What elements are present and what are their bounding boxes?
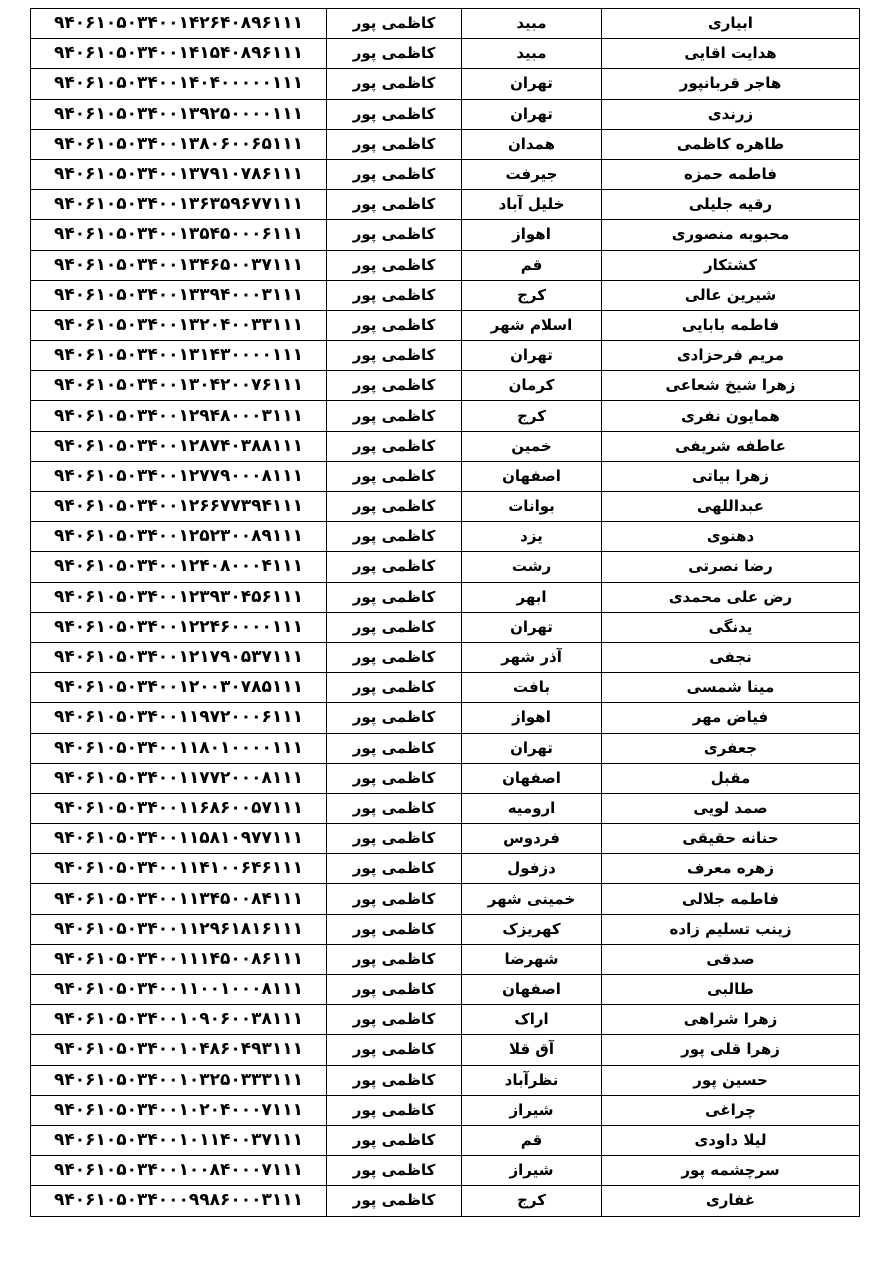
city-cell: خلیل آباد: [462, 190, 602, 220]
name-cell: هدایت اقایی: [602, 39, 860, 69]
table-row: [31, 220, 860, 250]
table-row: [31, 1125, 860, 1155]
code-cell: ۹۴۰۶۱۰۵۰۳۴۰۰۱۲۸۷۴۰۳۸۸۱۱۱: [31, 431, 327, 461]
name-cell: ابیاری: [602, 9, 860, 39]
branch-cell: کاظمی پور: [327, 582, 462, 612]
table-row: [31, 280, 860, 310]
branch-cell: کاظمی پور: [327, 1186, 462, 1216]
code-cell: ۹۴۰۶۱۰۵۰۳۴۰۰۱۰۱۱۴۰۰۳۷۱۱۱: [31, 1125, 327, 1155]
branch-cell: کاظمی پور: [327, 703, 462, 733]
code-cell: ۹۴۰۶۱۰۵۰۳۴۰۰۱۱۶۸۶۰۰۵۷۱۱۱: [31, 793, 327, 823]
city-cell: اهواز: [462, 220, 602, 250]
name-cell: جعفری: [602, 733, 860, 763]
branch-cell: کاظمی پور: [327, 1095, 462, 1125]
branch-cell: کاظمی پور: [327, 673, 462, 703]
city-cell: قم: [462, 1125, 602, 1155]
branch-cell: کاظمی پور: [327, 552, 462, 582]
table-row: [31, 703, 860, 733]
city-cell: همدان: [462, 129, 602, 159]
city-cell: بوانات: [462, 492, 602, 522]
table-row: [31, 763, 860, 793]
name-cell: زینب تسلیم زاده: [602, 914, 860, 944]
table-row: [31, 461, 860, 491]
branch-cell: کاظمی پور: [327, 39, 462, 69]
table-row: [31, 552, 860, 582]
name-cell: شیرین عالی: [602, 280, 860, 310]
name-cell: حنانه حقیقی: [602, 824, 860, 854]
city-cell: اراک: [462, 1005, 602, 1035]
city-cell: نظرآباد: [462, 1065, 602, 1095]
code-cell: ۹۴۰۶۱۰۵۰۳۴۰۰۱۱۰۰۱۰۰۰۸۱۱۱: [31, 975, 327, 1005]
code-cell: ۹۴۰۶۱۰۵۰۳۴۰۰۱۰۰۸۴۰۰۰۷۱۱۱: [31, 1156, 327, 1186]
name-cell: طالبی: [602, 975, 860, 1005]
city-cell: کهریزک: [462, 914, 602, 944]
code-cell: ۹۴۰۶۱۰۵۰۳۴۰۰۱۴۲۶۴۰۸۹۶۱۱۱: [31, 9, 327, 39]
name-cell: محبوبه منصوری: [602, 220, 860, 250]
branch-cell: کاظمی پور: [327, 431, 462, 461]
name-cell: فاطمه بابایی: [602, 310, 860, 340]
branch-cell: کاظمی پور: [327, 1125, 462, 1155]
name-cell: لیلا داودی: [602, 1125, 860, 1155]
city-cell: دزفول: [462, 854, 602, 884]
code-cell: ۹۴۰۶۱۰۵۰۳۴۰۰۱۱۳۴۵۰۰۸۴۱۱۱: [31, 884, 327, 914]
table-row: [31, 9, 860, 39]
table-row: [31, 310, 860, 340]
table-row: [31, 190, 860, 220]
city-cell: شیراز: [462, 1156, 602, 1186]
code-cell: ۹۴۰۶۱۰۵۰۳۴۰۰۱۰۴۸۶۰۴۹۳۱۱۱: [31, 1035, 327, 1065]
branch-cell: کاظمی پور: [327, 944, 462, 974]
name-cell: صدقی: [602, 944, 860, 974]
branch-cell: کاظمی پور: [327, 461, 462, 491]
table-row: [31, 975, 860, 1005]
code-cell: ۹۴۰۶۱۰۵۰۳۴۰۰۱۳۴۶۵۰۰۳۷۱۱۱: [31, 250, 327, 280]
name-cell: فاطمه حمزه: [602, 159, 860, 189]
city-cell: مبید: [462, 9, 602, 39]
branch-cell: کاظمی پور: [327, 310, 462, 340]
name-cell: عبداللهی: [602, 492, 860, 522]
branch-cell: کاظمی پور: [327, 1065, 462, 1095]
table-row: [31, 371, 860, 401]
branch-cell: کاظمی پور: [327, 9, 462, 39]
city-cell: کرج: [462, 1186, 602, 1216]
table-row: [31, 854, 860, 884]
city-cell: خمین: [462, 431, 602, 461]
table-row: [31, 250, 860, 280]
branch-cell: کاظمی پور: [327, 733, 462, 763]
branch-cell: کاظمی پور: [327, 914, 462, 944]
table-row: [31, 793, 860, 823]
city-cell: خمینی شهر: [462, 884, 602, 914]
name-cell: یدنگی: [602, 612, 860, 642]
name-cell: عاطفه شریفی: [602, 431, 860, 461]
code-cell: ۹۴۰۶۱۰۵۰۳۴۰۰۱۲۱۷۹۰۵۳۷۱۱۱: [31, 642, 327, 672]
branch-cell: کاظمی پور: [327, 975, 462, 1005]
table-row: [31, 39, 860, 69]
name-cell: حسین پور: [602, 1065, 860, 1095]
records-table-body: [31, 9, 860, 1217]
city-cell: اصفهان: [462, 763, 602, 793]
branch-cell: کاظمی پور: [327, 341, 462, 371]
branch-cell: کاظمی پور: [327, 824, 462, 854]
code-cell: ۹۴۰۶۱۰۵۰۳۴۰۰۱۱۲۹۶۱۸۱۶۱۱۱: [31, 914, 327, 944]
code-cell: ۹۴۰۶۱۰۵۰۳۴۰۰۱۳۲۰۴۰۰۳۳۱۱۱: [31, 310, 327, 340]
table-row: [31, 612, 860, 642]
city-cell: تهران: [462, 341, 602, 371]
table-row: [31, 1095, 860, 1125]
code-cell: ۹۴۰۶۱۰۵۰۳۴۰۰۱۳۹۲۵۰۰۰۰۱۱۱: [31, 99, 327, 129]
city-cell: قم: [462, 250, 602, 280]
table-row: [31, 642, 860, 672]
name-cell: رقیه جلیلی: [602, 190, 860, 220]
name-cell: سرچشمه پور: [602, 1156, 860, 1186]
table-row: [31, 582, 860, 612]
name-cell: همایون نفری: [602, 401, 860, 431]
code-cell: ۹۴۰۶۱۰۵۰۳۴۰۰۱۱۹۷۲۰۰۰۶۱۱۱: [31, 703, 327, 733]
city-cell: اصفهان: [462, 461, 602, 491]
city-cell: اسلام شهر: [462, 310, 602, 340]
branch-cell: کاظمی پور: [327, 69, 462, 99]
city-cell: مبید: [462, 39, 602, 69]
branch-cell: کاظمی پور: [327, 371, 462, 401]
table-row: [31, 69, 860, 99]
code-cell: ۹۴۰۶۱۰۵۰۳۴۰۰۱۱۵۸۱۰۹۷۷۱۱۱: [31, 824, 327, 854]
table-row: [31, 1065, 860, 1095]
branch-cell: کاظمی پور: [327, 884, 462, 914]
branch-cell: کاظمی پور: [327, 190, 462, 220]
name-cell: فاطمه جلالی: [602, 884, 860, 914]
code-cell: ۹۴۰۶۱۰۵۰۳۴۰۰۱۳۵۴۵۰۰۰۶۱۱۱: [31, 220, 327, 250]
table-row: [31, 401, 860, 431]
code-cell: ۹۴۰۶۱۰۵۰۳۴۰۰۱۳۶۳۵۹۶۷۷۱۱۱: [31, 190, 327, 220]
branch-cell: کاظمی پور: [327, 99, 462, 129]
city-cell: شیراز: [462, 1095, 602, 1125]
name-cell: رض علی محمدی: [602, 582, 860, 612]
city-cell: رشت: [462, 552, 602, 582]
name-cell: طاهره کاظمی: [602, 129, 860, 159]
branch-cell: کاظمی پور: [327, 793, 462, 823]
city-cell: ارومیه: [462, 793, 602, 823]
code-cell: ۹۴۰۶۱۰۵۰۳۴۰۰۱۲۲۴۶۰۰۰۰۱۱۱: [31, 612, 327, 642]
code-cell: ۹۴۰۶۱۰۵۰۳۴۰۰۱۳۷۹۱۰۷۸۶۱۱۱: [31, 159, 327, 189]
code-cell: ۹۴۰۶۱۰۵۰۳۴۰۰۱۲۷۷۹۰۰۰۸۱۱۱: [31, 461, 327, 491]
name-cell: رضا نصرتی: [602, 552, 860, 582]
branch-cell: کاظمی پور: [327, 612, 462, 642]
table-row: [31, 159, 860, 189]
branch-cell: کاظمی پور: [327, 250, 462, 280]
table-row: [31, 944, 860, 974]
city-cell: فردوس: [462, 824, 602, 854]
table-row: [31, 733, 860, 763]
branch-cell: کاظمی پور: [327, 854, 462, 884]
city-cell: اصفهان: [462, 975, 602, 1005]
city-cell: یزد: [462, 522, 602, 552]
branch-cell: کاظمی پور: [327, 220, 462, 250]
code-cell: ۹۴۰۶۱۰۵۰۳۴۰۰۰۹۹۸۶۰۰۰۳۱۱۱: [31, 1186, 327, 1216]
records-sheet: [30, 8, 859, 1217]
name-cell: صمد لویی: [602, 793, 860, 823]
city-cell: آذر شهر: [462, 642, 602, 672]
branch-cell: کاظمی پور: [327, 763, 462, 793]
city-cell: آق قلا: [462, 1035, 602, 1065]
branch-cell: کاظمی پور: [327, 401, 462, 431]
name-cell: مینا شمسی: [602, 673, 860, 703]
records-table: [30, 8, 860, 1217]
code-cell: ۹۴۰۶۱۰۵۰۳۴۰۰۱۴۱۵۴۰۸۹۶۱۱۱: [31, 39, 327, 69]
name-cell: نجفی: [602, 642, 860, 672]
code-cell: ۹۴۰۶۱۰۵۰۳۴۰۰۱۲۶۶۷۷۳۹۴۱۱۱: [31, 492, 327, 522]
table-row: [31, 884, 860, 914]
name-cell: مقبل: [602, 763, 860, 793]
branch-cell: کاظمی پور: [327, 522, 462, 552]
table-row: [31, 1186, 860, 1216]
code-cell: ۹۴۰۶۱۰۵۰۳۴۰۰۱۲۹۴۸۰۰۰۳۱۱۱: [31, 401, 327, 431]
table-row: [31, 824, 860, 854]
code-cell: ۹۴۰۶۱۰۵۰۳۴۰۰۱۴۰۴۰۰۰۰۰۱۱۱: [31, 69, 327, 99]
name-cell: غفاری: [602, 1186, 860, 1216]
code-cell: ۹۴۰۶۱۰۵۰۳۴۰۰۱۱۱۴۵۰۰۸۶۱۱۱: [31, 944, 327, 974]
city-cell: تهران: [462, 99, 602, 129]
table-row: [31, 522, 860, 552]
city-cell: جیرفت: [462, 159, 602, 189]
city-cell: بافت: [462, 673, 602, 703]
table-row: [31, 1156, 860, 1186]
table-row: [31, 914, 860, 944]
city-cell: شهرضا: [462, 944, 602, 974]
name-cell: زهرا شراهی: [602, 1005, 860, 1035]
branch-cell: کاظمی پور: [327, 1005, 462, 1035]
code-cell: ۹۴۰۶۱۰۵۰۳۴۰۰۱۳۰۴۲۰۰۷۶۱۱۱: [31, 371, 327, 401]
name-cell: هاجر قربانپور: [602, 69, 860, 99]
code-cell: ۹۴۰۶۱۰۵۰۳۴۰۰۱۲۵۲۳۰۰۸۹۱۱۱: [31, 522, 327, 552]
city-cell: اهواز: [462, 703, 602, 733]
code-cell: ۹۴۰۶۱۰۵۰۳۴۰۰۱۳۳۹۴۰۰۰۳۱۱۱: [31, 280, 327, 310]
branch-cell: کاظمی پور: [327, 129, 462, 159]
code-cell: ۹۴۰۶۱۰۵۰۳۴۰۰۱۱۷۷۲۰۰۰۸۱۱۱: [31, 763, 327, 793]
name-cell: زرندی: [602, 99, 860, 129]
table-row: [31, 431, 860, 461]
branch-cell: کاظمی پور: [327, 1035, 462, 1065]
table-row: [31, 99, 860, 129]
city-cell: کرج: [462, 401, 602, 431]
code-cell: ۹۴۰۶۱۰۵۰۳۴۰۰۱۲۰۰۳۰۷۸۵۱۱۱: [31, 673, 327, 703]
code-cell: ۹۴۰۶۱۰۵۰۳۴۰۰۱۰۹۰۶۰۰۳۸۱۱۱: [31, 1005, 327, 1035]
table-row: [31, 673, 860, 703]
city-cell: تهران: [462, 612, 602, 642]
table-row: [31, 129, 860, 159]
city-cell: ابهر: [462, 582, 602, 612]
name-cell: مریم فرحزادی: [602, 341, 860, 371]
branch-cell: کاظمی پور: [327, 280, 462, 310]
code-cell: ۹۴۰۶۱۰۵۰۳۴۰۰۱۱۸۰۱۰۰۰۰۱۱۱: [31, 733, 327, 763]
code-cell: ۹۴۰۶۱۰۵۰۳۴۰۰۱۳۸۰۶۰۰۶۵۱۱۱: [31, 129, 327, 159]
code-cell: ۹۴۰۶۱۰۵۰۳۴۰۰۱۰۳۲۵۰۳۳۳۱۱۱: [31, 1065, 327, 1095]
name-cell: کشتکار: [602, 250, 860, 280]
name-cell: دهنوی: [602, 522, 860, 552]
table-row: [31, 492, 860, 522]
name-cell: چراغی: [602, 1095, 860, 1125]
code-cell: ۹۴۰۶۱۰۵۰۳۴۰۰۱۲۳۹۳۰۴۵۶۱۱۱: [31, 582, 327, 612]
branch-cell: کاظمی پور: [327, 159, 462, 189]
name-cell: زهره معرف: [602, 854, 860, 884]
code-cell: ۹۴۰۶۱۰۵۰۳۴۰۰۱۲۴۰۸۰۰۰۴۱۱۱: [31, 552, 327, 582]
city-cell: کرج: [462, 280, 602, 310]
code-cell: ۹۴۰۶۱۰۵۰۳۴۰۰۱۰۲۰۴۰۰۰۷۱۱۱: [31, 1095, 327, 1125]
name-cell: فیاض مهر: [602, 703, 860, 733]
city-cell: کرمان: [462, 371, 602, 401]
city-cell: تهران: [462, 69, 602, 99]
name-cell: زهرا شیخ شعاعی: [602, 371, 860, 401]
name-cell: زهرا بیاتی: [602, 461, 860, 491]
table-row: [31, 341, 860, 371]
name-cell: زهرا قلی پور: [602, 1035, 860, 1065]
city-cell: تهران: [462, 733, 602, 763]
branch-cell: کاظمی پور: [327, 1156, 462, 1186]
code-cell: ۹۴۰۶۱۰۵۰۳۴۰۰۱۱۴۱۰۰۶۴۶۱۱۱: [31, 854, 327, 884]
table-row: [31, 1035, 860, 1065]
code-cell: ۹۴۰۶۱۰۵۰۳۴۰۰۱۳۱۴۳۰۰۰۰۱۱۱: [31, 341, 327, 371]
branch-cell: کاظمی پور: [327, 492, 462, 522]
table-row: [31, 1005, 860, 1035]
branch-cell: کاظمی پور: [327, 642, 462, 672]
